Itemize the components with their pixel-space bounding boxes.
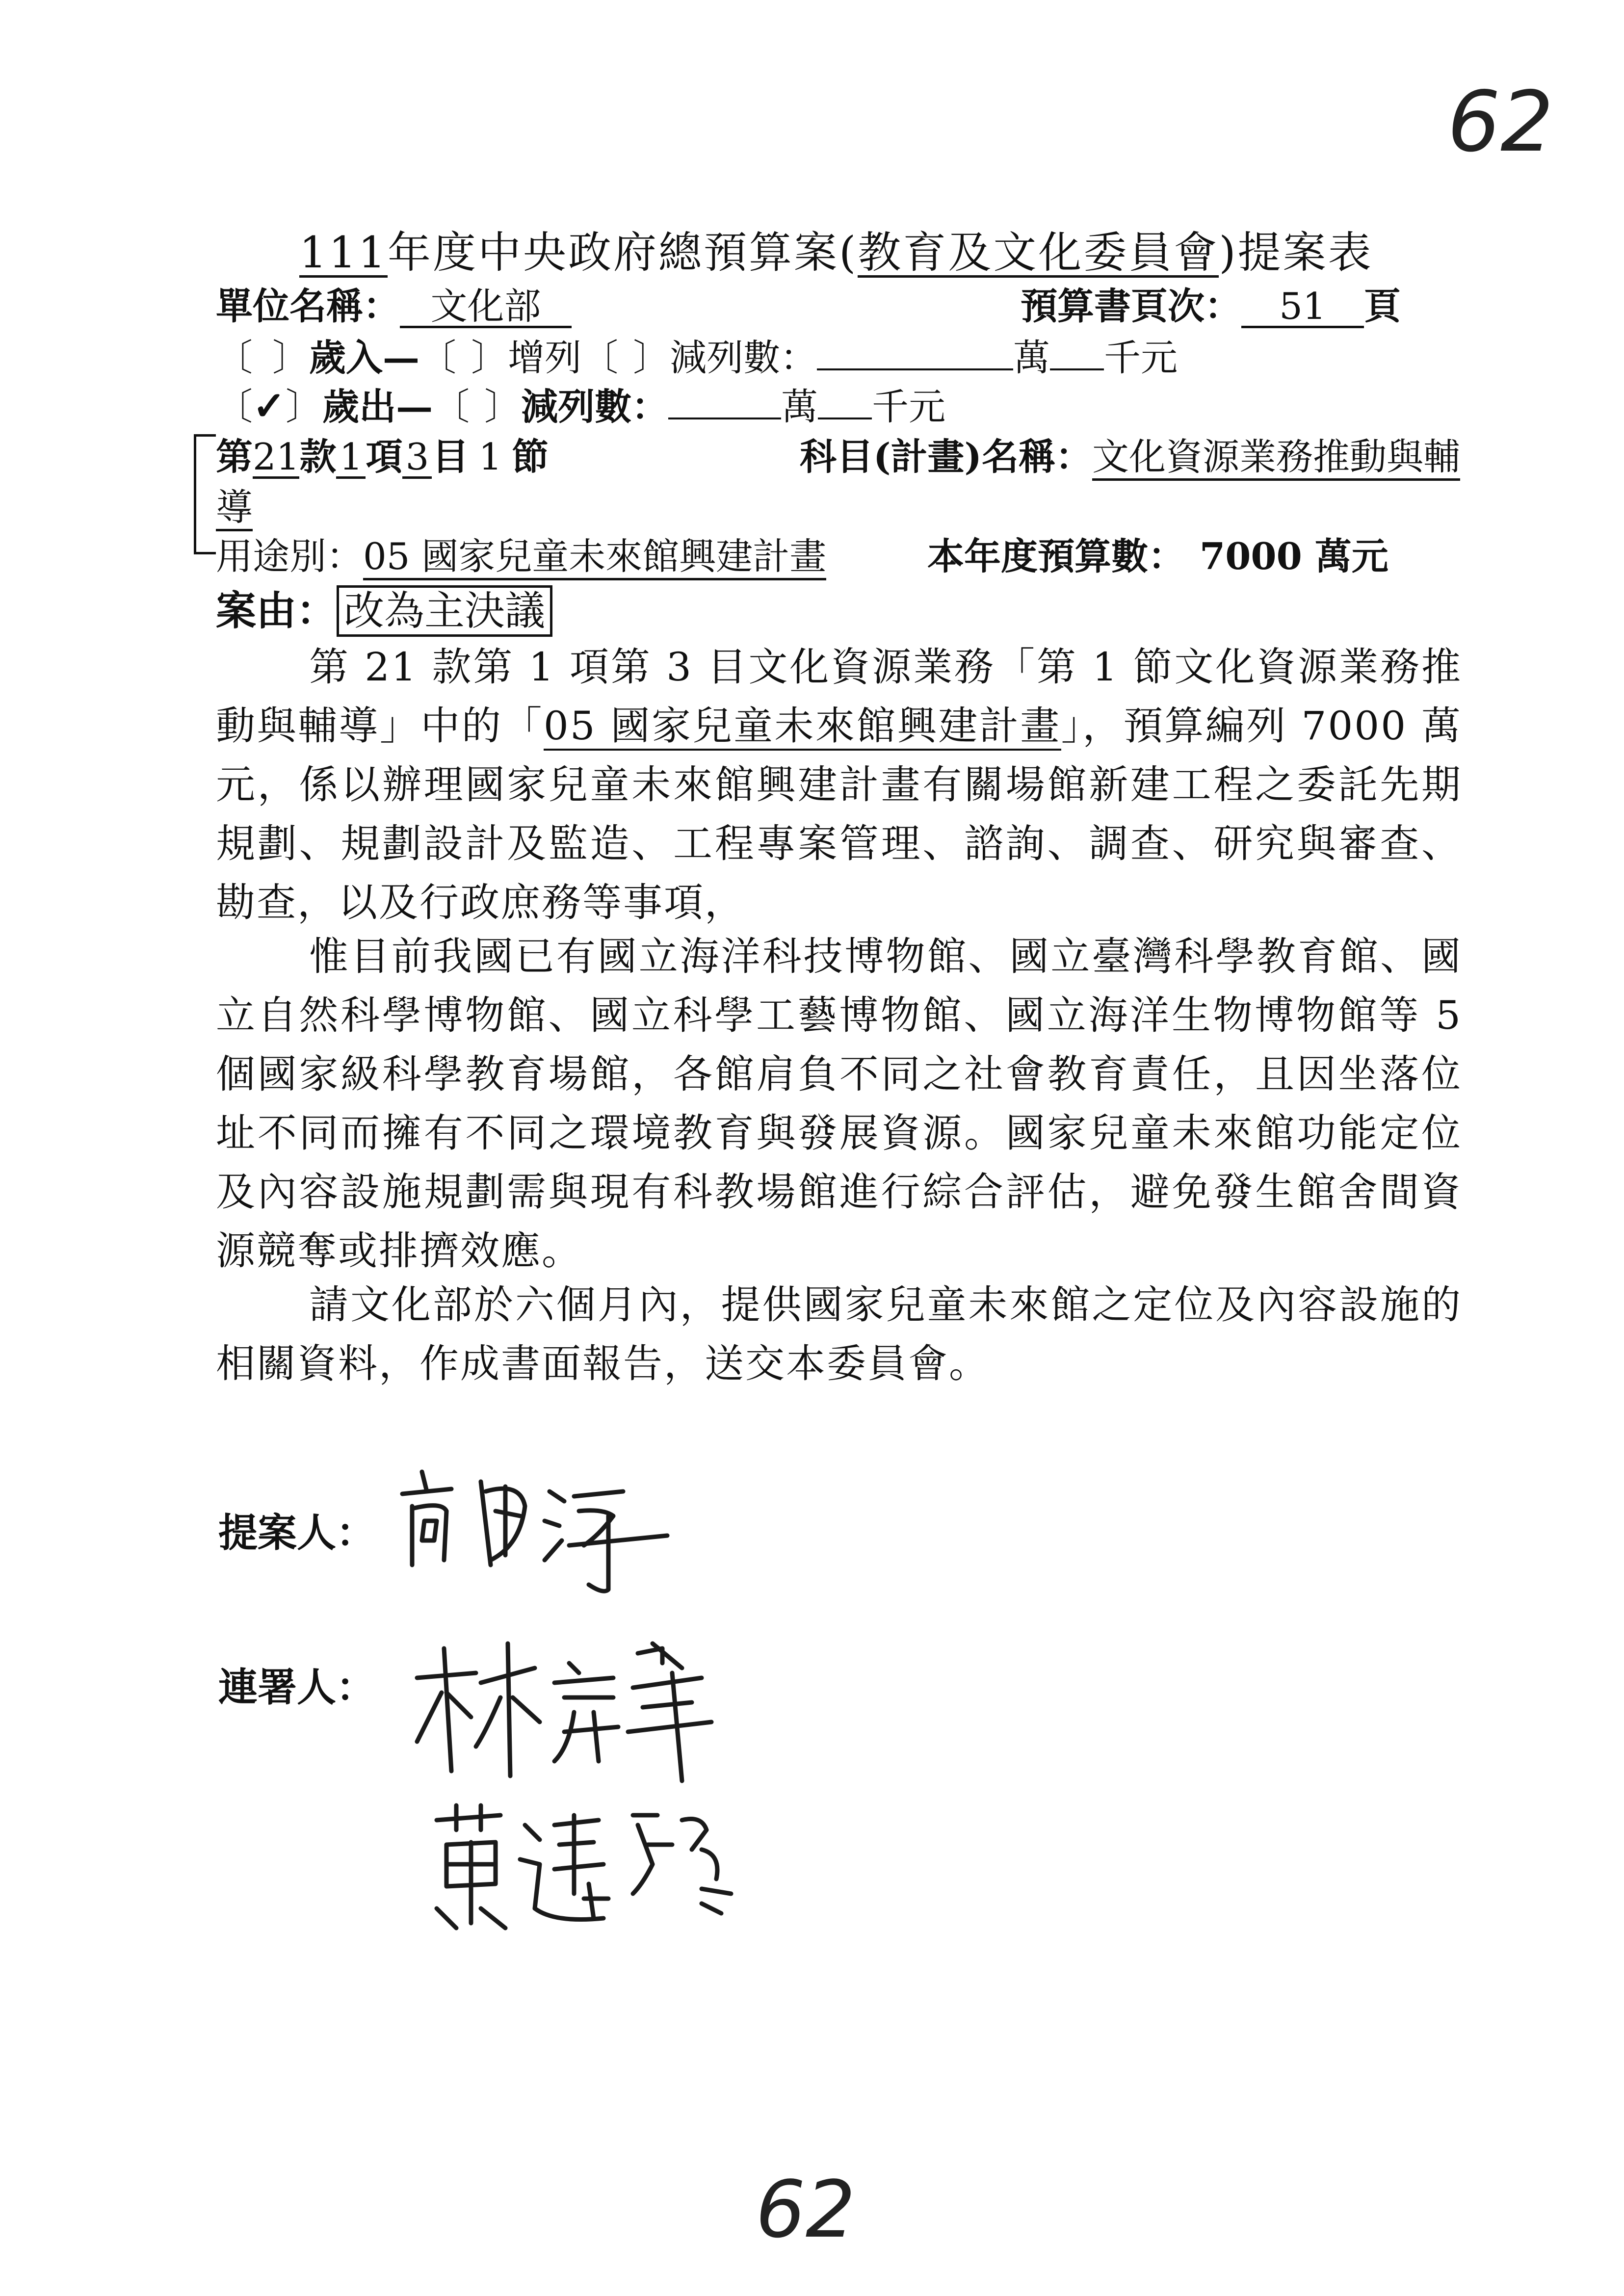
expenditure-row — [216, 378, 945, 430]
case-value: 改為主決議 — [337, 585, 552, 637]
increase-bracket-close: 〕 — [471, 336, 508, 379]
expenditure-qian-blank — [818, 417, 872, 419]
expenditure-qian: 千元 — [872, 385, 946, 428]
revenue-decrease: 減列數： — [670, 336, 817, 379]
subject-value-2: 導 — [216, 486, 253, 531]
use-value: 05 國家兒童未來館興建計畫 — [363, 535, 826, 580]
exp-decrease-bracket-open: 〔 — [433, 385, 470, 428]
title-committee: 教育及文化委員會 — [858, 227, 1219, 278]
exp-bracket-close: 〕 — [286, 385, 323, 428]
revenue-wan-blank — [817, 368, 1013, 370]
revenue-bracket-close: 〕 — [272, 336, 310, 379]
page-number-bottom: 62 — [756, 2164, 856, 2255]
case-row — [216, 579, 552, 636]
mu-number: 3 — [402, 438, 432, 479]
revenue-wan: 萬 — [1013, 336, 1050, 379]
annual-budget-label: 本年度預算數： — [927, 535, 1185, 578]
revenue-row — [216, 329, 1178, 381]
page-title — [299, 218, 1373, 280]
title-year: 111 — [299, 227, 388, 278]
expenditure-check: ✓ — [253, 383, 286, 429]
decrease-bracket-open: 〔 — [581, 336, 619, 379]
expenditure-wan-blank — [668, 417, 781, 419]
paragraph-1-part-a: 第 21 款第 1 項第 3 目文化資源業務「第 1 節文化資源業務推動與輔導」中的「 — [216, 644, 1462, 749]
revenue-bracket-open: 〔 — [216, 336, 253, 379]
body-paragraph-1 — [216, 638, 1462, 932]
kuan-prefix: 第 — [216, 435, 253, 478]
section-row — [216, 428, 549, 480]
paragraph-1-underlined: 05 國家兒童未來館興建計畫 — [544, 703, 1061, 751]
revenue-qian-blank — [1050, 368, 1104, 370]
kuan-label: 款 — [299, 435, 337, 478]
title-text: 年度中央政府總預算案( — [387, 227, 858, 278]
body-paragraph-3: 請文化部於六個月內，提供國家兒童未來館之定位及內容設施的相關資料，作成書面報告，送交本委員會。 — [216, 1282, 1462, 1386]
proposer-signature — [393, 1447, 697, 1594]
subject-row — [800, 428, 1460, 480]
section-bracket — [194, 434, 216, 554]
subject-label: 科目(計畫)名稱： — [800, 435, 1092, 478]
paragraph-1-part-b: 」，預算編列 7000 萬元，係以辦理國家兒童未來館興建計畫有關場館新建工程之委託先期規劃、規劃設計及監造、工程專案管理、諮詢、調查、研究與審查、勘查，以及行政庶務等事項， — [216, 703, 1463, 925]
subject-value-1: 文化資源業務推動與輔 — [1092, 435, 1460, 481]
decrease-bracket-close: 〕 — [633, 336, 670, 379]
exp-decrease-bracket-close: 〕 — [484, 385, 522, 428]
unit-row — [216, 277, 572, 330]
use-label: 用途別： — [216, 535, 364, 578]
cosigner-signature-1 — [407, 1634, 780, 1781]
use-row — [216, 527, 826, 580]
unit-value: 文化部 — [400, 287, 572, 328]
budget-page-label: 預算書頁次： — [1021, 285, 1242, 328]
body-paragraph-2: 惟目前我國已有國立海洋科技博物館、國立臺灣科學教育館、國立自然科學博物館、國立科學工藝博物館、國立海洋生物博物館等 5 個國家級科學教育場館，各館肩負不同之社會教育責任，且因坐落位址不同而擁有不同之環境教育與發展資源。國家兒童未來館功能定位及內容設施規劃需與現有科教場館進行綜合評估，避免發生館舍間資源競奪或排擠效應。 — [216, 934, 1462, 1274]
title-text-end: )提案表 — [1219, 227, 1373, 278]
annual-budget-value: 7000 萬元 — [1200, 535, 1388, 578]
proposer-label: 提案人： — [218, 1510, 375, 1556]
expenditure-label: 歲出— — [322, 385, 433, 428]
budget-page-suffix: 頁 — [1364, 285, 1401, 328]
case-label: 案由： — [216, 587, 337, 634]
unit-label: 單位名稱： — [216, 285, 400, 328]
xiang-number: 1 — [336, 438, 366, 479]
revenue-increase: 增列 — [508, 336, 582, 379]
kuan-number: 21 — [253, 435, 300, 478]
cosigners-label: 連署人： — [218, 1664, 375, 1710]
exp-bracket-open: 〔 — [216, 385, 253, 428]
cosigner-signature-2 — [427, 1796, 780, 1943]
expenditure-wan: 萬 — [781, 385, 818, 428]
jie-label: 節 — [512, 435, 549, 478]
budget-page-value: 51 — [1241, 287, 1364, 328]
subject-row-2 — [216, 478, 253, 531]
annual-budget-row — [927, 527, 1388, 580]
expenditure-decrease: 減列數： — [521, 385, 669, 428]
budget-page-row — [1021, 277, 1401, 330]
xiang-label: 項 — [366, 435, 403, 478]
page-number-top: 62 — [1447, 74, 1554, 171]
jie-number: 1 — [478, 435, 502, 478]
increase-bracket-open: 〔 — [419, 336, 457, 379]
revenue-qian: 千元 — [1104, 336, 1178, 379]
mu-label: 目 — [432, 435, 469, 478]
revenue-label: 歲入— — [309, 336, 420, 379]
